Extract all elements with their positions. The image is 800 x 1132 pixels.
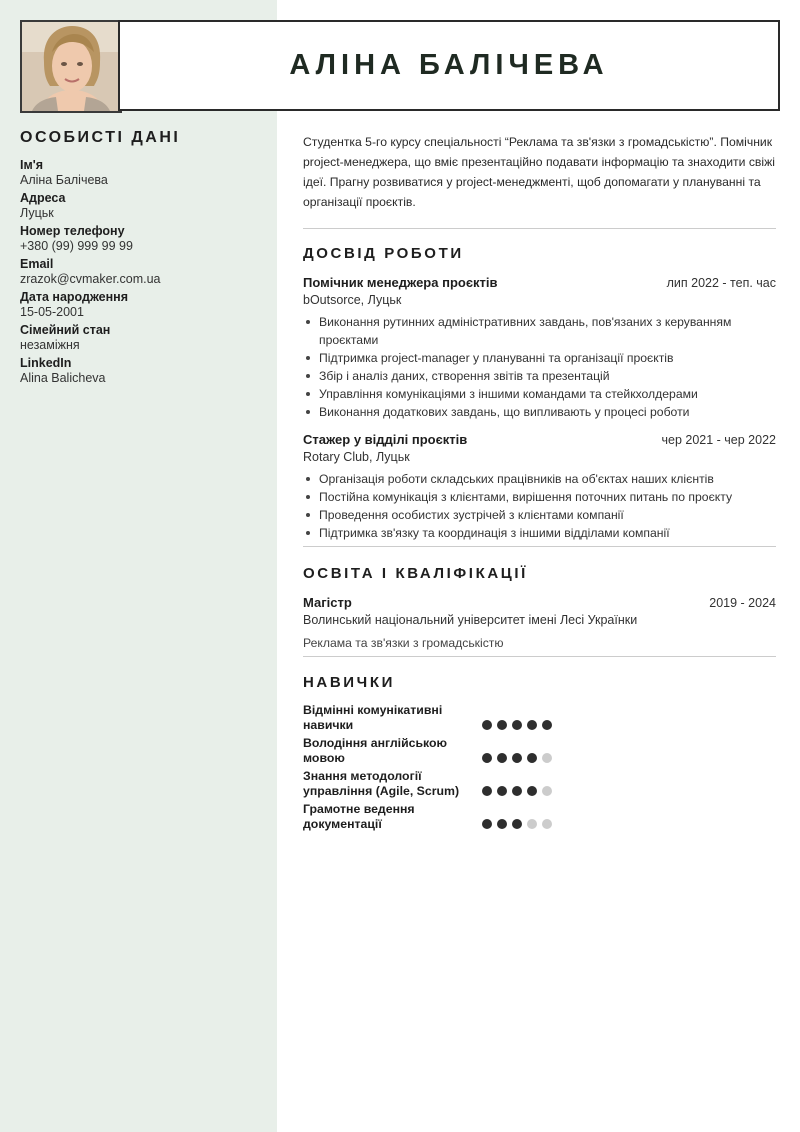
profile-photo-illustration	[22, 22, 120, 111]
field-value: незаміжня	[20, 338, 80, 352]
education-dates: 2019 - 2024	[709, 596, 776, 610]
skill-rating	[482, 720, 552, 730]
job-header	[303, 274, 776, 292]
field-label: Ім'я	[20, 158, 43, 172]
rating-dot-filled	[512, 786, 522, 796]
name-header	[118, 20, 780, 111]
rating-dot-filled	[482, 753, 492, 763]
field-label: Номер телефону	[20, 224, 125, 238]
job-duties	[303, 470, 776, 542]
field-value: Alina Balicheva	[20, 371, 106, 385]
main-content	[303, 132, 776, 835]
duty-item: Збір і аналіз даних, створення звітів та презентацій	[303, 367, 776, 385]
rating-dot-filled	[497, 720, 507, 730]
section-divider	[303, 546, 776, 547]
rating-dot-empty	[542, 786, 552, 796]
job-dates: чер 2021 - чер 2022	[661, 433, 776, 447]
rating-dot-filled	[497, 819, 507, 829]
skill-item	[303, 802, 776, 835]
job-entry	[303, 274, 776, 421]
job-organization: Rotary Club, Луцьк	[303, 450, 410, 464]
duty-item: Підтримка зв'язку та координація з іншими відділами компанії	[303, 524, 776, 542]
skill-name: Володіння англійською мовою	[303, 736, 448, 765]
personal-field-email	[20, 257, 265, 287]
skill-name: Відмінні комунікативні навички	[303, 703, 443, 732]
field-label: Email	[20, 257, 54, 271]
skill-rating	[482, 819, 552, 829]
skill-item	[303, 769, 776, 802]
rating-dot-filled	[542, 720, 552, 730]
duty-item: Проведення особистих зустрічей з клієнтами компанії	[303, 506, 776, 524]
duty-item: Виконання додаткових завдань, що випливають у процесі роботи	[303, 403, 776, 421]
personal-details-title: ОСОБИСТІ ДАНІ	[20, 129, 181, 146]
field-value: Луцьк	[20, 206, 54, 220]
rating-dot-filled	[527, 720, 537, 730]
personal-field-phone	[20, 224, 265, 254]
job-duties	[303, 313, 776, 421]
rating-dot-filled	[527, 753, 537, 763]
section-divider	[303, 656, 776, 657]
rating-dot-filled	[527, 786, 537, 796]
duty-item: Постійна комунікація з клієнтами, вирішення поточних питань по проєкту	[303, 488, 776, 506]
field-label: Адреса	[20, 191, 66, 205]
education-header	[303, 594, 776, 612]
rating-dot-filled	[512, 753, 522, 763]
rating-dot-empty	[542, 819, 552, 829]
personal-field-marital-status	[20, 323, 265, 353]
rating-dot-empty	[542, 753, 552, 763]
rating-dot-filled	[482, 786, 492, 796]
full-name: АЛІНА БАЛІЧЕВА	[289, 49, 609, 81]
rating-dot-filled	[512, 819, 522, 829]
rating-dot-filled	[512, 720, 522, 730]
duty-item: Підтримка project-manager у плануванні та організації проєктів	[303, 349, 776, 367]
education-title: ОСВІТА І КВАЛІФІКАЦІЇ	[303, 565, 528, 582]
job-header	[303, 431, 776, 449]
study-field: Реклама та зв'язки з громадськістю	[303, 636, 504, 650]
rating-dot-filled	[482, 720, 492, 730]
duty-item: Управління комунікаціями з іншими командами та стейкхолдерами	[303, 385, 776, 403]
section-divider	[303, 228, 776, 229]
job-entry	[303, 431, 776, 542]
field-value: 15-05-2001	[20, 305, 84, 319]
personal-field-birthdate	[20, 290, 265, 320]
rating-dot-empty	[527, 819, 537, 829]
personal-field-address	[20, 191, 265, 221]
rating-dot-filled	[482, 819, 492, 829]
education-entry	[303, 594, 776, 651]
field-value: zrazok@cvmaker.com.ua	[20, 272, 161, 286]
job-title: Помічник менеджера проєктів	[303, 275, 498, 290]
skill-name: Грамотне ведення документації	[303, 802, 415, 831]
personal-details	[20, 158, 265, 389]
rating-dot-filled	[497, 786, 507, 796]
personal-field-linkedin	[20, 356, 265, 386]
field-value: Аліна Балічева	[20, 173, 108, 187]
job-title: Стажер у відділі проєктів	[303, 432, 468, 447]
experience-title: ДОСВІД РОБОТИ	[303, 245, 464, 262]
profile-photo	[20, 20, 122, 113]
job-organization: bOutsorce, Луцьк	[303, 293, 402, 307]
duty-item: Виконання рутинних адміністративних завдань, пов'язаних з керуванням проєктами	[303, 313, 776, 349]
skills-title: НАВИЧКИ	[303, 674, 395, 691]
field-label: Дата народження	[20, 290, 128, 304]
skill-name: Знання методології управління (Agile, Scrum)	[303, 769, 460, 798]
field-label: Сімейний стан	[20, 323, 111, 337]
skill-item	[303, 736, 776, 769]
skill-item	[303, 703, 776, 736]
personal-field-name	[20, 158, 265, 188]
rating-dot-filled	[497, 753, 507, 763]
job-dates: лип 2022 - теп. час	[666, 276, 776, 290]
field-value: +380 (99) 999 99 99	[20, 239, 133, 253]
degree: Магістр	[303, 595, 352, 610]
field-label: LinkedIn	[20, 356, 72, 370]
skill-rating	[482, 786, 552, 796]
profile-summary: Студентка 5-го курсу спеціальності “Реклама та зв'язки з громадськістю”. Помічник project-менеджера, що вміє презентаційно подавати інформацію та знаходити свіжі ідеї. Прагну розвиватися у project-менеджменті, щоб допомагати у плануванні та організації проєктів.	[303, 135, 775, 209]
school-name: Волинський національний університет імені Лесі Українки	[303, 613, 638, 627]
skills-list	[303, 703, 776, 835]
duty-item: Організація роботи складських працівників на об'єктах наших клієнтів	[303, 470, 776, 488]
skill-rating	[482, 753, 552, 763]
